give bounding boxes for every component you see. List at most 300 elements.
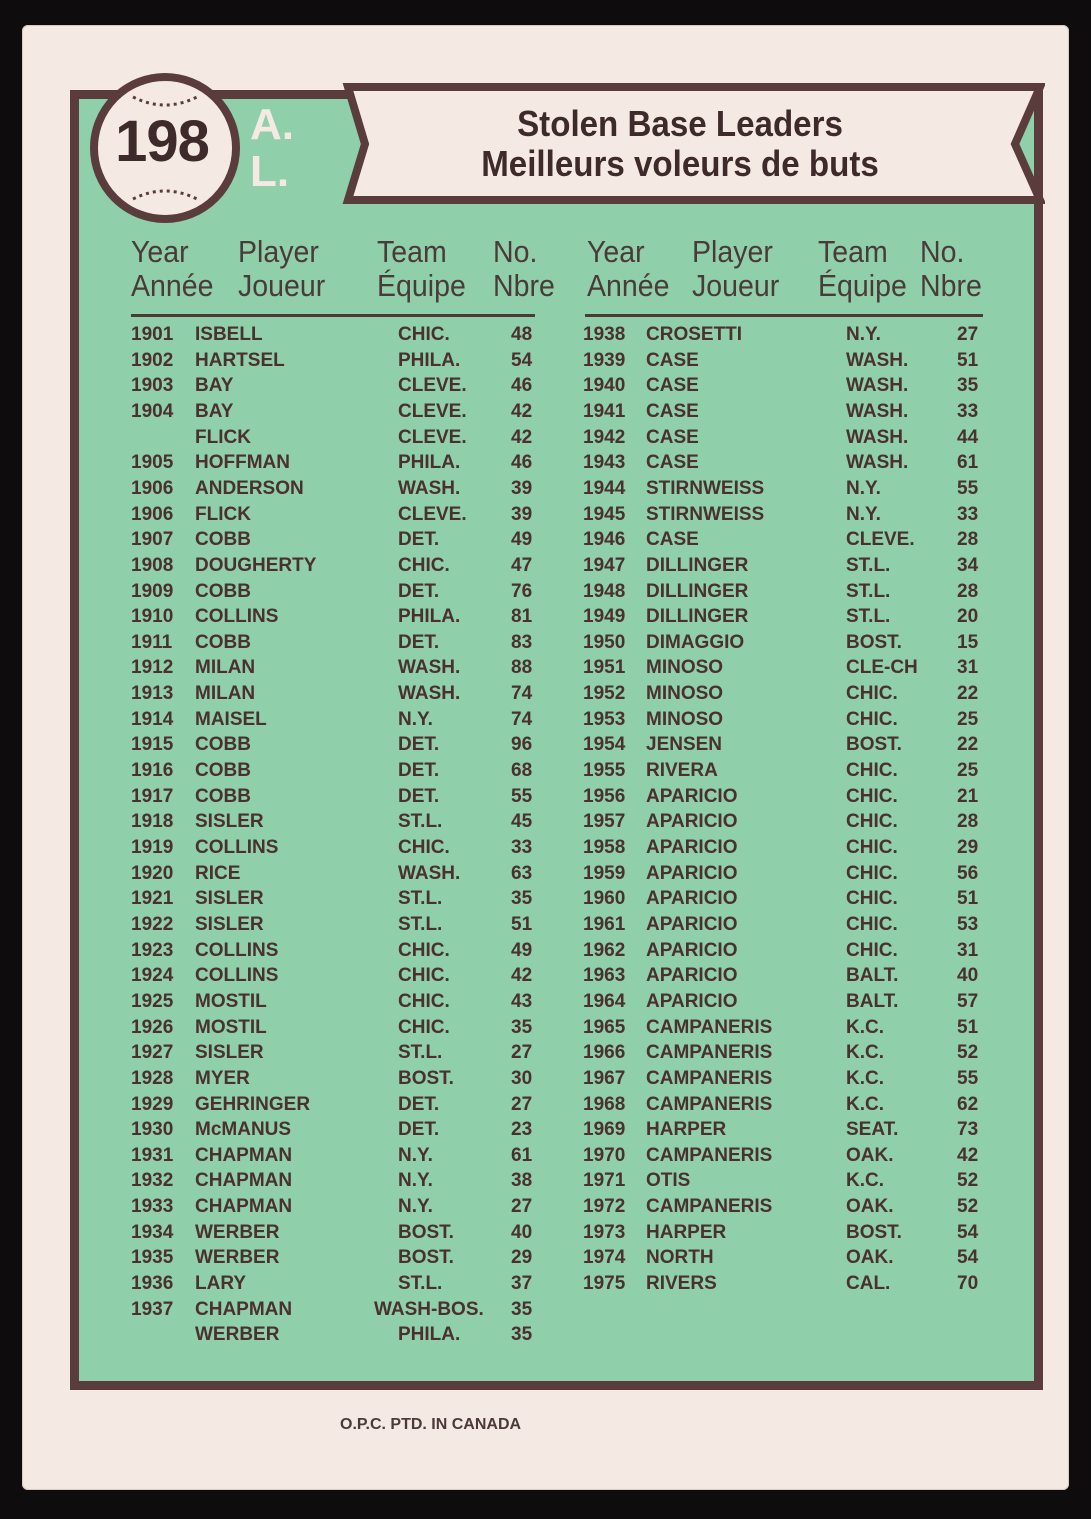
cell-no: 70: [957, 1273, 979, 1295]
cell-year: 1921: [131, 888, 174, 910]
cell-player: COBB: [195, 580, 251, 602]
header-team: Team: [377, 234, 447, 269]
cell-team: K.C.: [846, 1042, 884, 1064]
cell-year: 1910: [131, 606, 174, 628]
cell-no: 54: [957, 1221, 979, 1243]
cell-no: 28: [957, 529, 979, 551]
cell-player: APARICIO: [646, 990, 738, 1012]
cell-year: 1936: [131, 1273, 174, 1295]
cell-year: 1961: [583, 913, 626, 935]
cell-player: MINOSO: [646, 683, 724, 705]
cell-player: COLLINS: [195, 939, 279, 961]
cell-no: 74: [511, 708, 533, 730]
cell-year: 1917: [131, 785, 174, 807]
cell-year: 1947: [583, 554, 626, 576]
cell-no: 28: [957, 811, 979, 833]
cell-team: ST.L.: [846, 554, 891, 576]
cell-year: 1941: [583, 400, 626, 422]
cell-team: ST.L.: [398, 1042, 443, 1064]
cell-year: 1926: [131, 1016, 174, 1038]
cell-year: 1923: [131, 939, 174, 961]
cell-team: CHIC.: [398, 990, 450, 1012]
printer-credit: O.P.C. PTD. IN CANADA: [340, 1416, 522, 1433]
cell-year: 1949: [583, 606, 626, 628]
cell-team: WASH.: [398, 683, 461, 705]
cell-year: 1935: [131, 1247, 174, 1269]
cell-year: 1927: [131, 1042, 174, 1064]
cell-team: DET.: [398, 785, 440, 807]
header-annee: Année: [131, 268, 214, 303]
cell-no: 27: [511, 1196, 533, 1218]
cell-no: 62: [957, 1093, 979, 1115]
cell-player: CAMPANERIS: [646, 1196, 773, 1218]
cell-year: 1914: [131, 708, 174, 730]
cell-team: CHIC.: [846, 708, 898, 730]
cell-year: 1931: [131, 1144, 174, 1166]
cell-year: 1909: [131, 580, 174, 602]
cell-player: WERBER: [195, 1221, 280, 1243]
cell-player: MYER: [195, 1067, 250, 1089]
cell-team: DET.: [398, 529, 440, 551]
cell-no: 44: [957, 426, 979, 448]
cell-no: 46: [511, 375, 533, 397]
cell-no: 42: [957, 1144, 979, 1166]
cell-year: 1963: [583, 965, 626, 987]
cell-team: N.Y.: [398, 708, 433, 730]
cell-player: WERBER: [195, 1324, 280, 1346]
cell-player: COLLINS: [195, 606, 279, 628]
cell-team: BOST.: [846, 734, 902, 756]
cell-no: 22: [957, 683, 979, 705]
cell-team: CHIC.: [398, 554, 450, 576]
cell-player: McMANUS: [195, 1119, 292, 1141]
cell-team: K.C.: [846, 1016, 884, 1038]
cell-year: 1958: [583, 837, 626, 858]
cell-player: OTIS: [646, 1170, 691, 1192]
cell-no: 54: [511, 349, 533, 371]
cell-team: BOST.: [846, 1221, 902, 1243]
cell-team: BALT.: [846, 965, 899, 987]
cell-player: HOFFMAN: [195, 452, 290, 474]
cell-no: 25: [957, 708, 979, 730]
cell-player: ANDERSON: [195, 477, 304, 499]
cell-team: OAK.: [846, 1196, 894, 1218]
cell-team: CHIC.: [846, 862, 898, 884]
cell-year: 1974: [583, 1247, 626, 1269]
cell-team: CHIC.: [846, 811, 898, 833]
cell-no: 35: [511, 1016, 533, 1038]
cell-player: CHAPMAN: [195, 1196, 293, 1218]
header-year-right: Year: [587, 234, 645, 269]
cell-player: APARICIO: [646, 837, 738, 858]
cell-year: 1952: [583, 683, 626, 705]
cell-no: 34: [957, 554, 979, 576]
cell-team: N.Y.: [398, 1170, 433, 1192]
cell-team: ST.L.: [398, 811, 443, 833]
cell-player: BAY: [195, 375, 234, 397]
cell-player: CAMPANERIS: [646, 1016, 773, 1038]
cell-player: DILLINGER: [646, 606, 749, 628]
cell-year: 1957: [583, 811, 626, 833]
cell-year: 1907: [131, 529, 174, 551]
cell-player: HARPER: [646, 1119, 727, 1141]
cell-team: BOST.: [846, 631, 902, 653]
cell-no: 47: [511, 554, 533, 576]
cell-no: 63: [511, 862, 533, 884]
cell-year: 1967: [583, 1067, 626, 1089]
cell-no: 31: [957, 657, 979, 679]
cell-player: APARICIO: [646, 811, 738, 833]
cell-team: CHIC.: [846, 760, 898, 782]
cell-no: 39: [511, 477, 533, 499]
cell-player: RIVERA: [646, 760, 718, 782]
cell-team: DET.: [398, 631, 440, 653]
cell-no: 30: [511, 1067, 533, 1089]
cell-year: 1922: [131, 913, 174, 935]
cell-year: 1951: [583, 657, 626, 679]
cell-team: CHIC.: [846, 785, 898, 807]
cell-no: 35: [511, 888, 533, 910]
cell-player: RIVERS: [646, 1273, 717, 1295]
cell-team: ST.L.: [398, 888, 443, 910]
cell-team: BOST.: [398, 1067, 454, 1089]
cell-player: CASE: [646, 426, 699, 448]
cell-team: WASH.: [398, 657, 461, 679]
cell-year: 1901: [131, 324, 174, 345]
cell-player: HARPER: [646, 1221, 727, 1243]
cell-player: ISBELL: [195, 324, 263, 345]
cell-no: 42: [511, 400, 533, 422]
cell-team: N.Y.: [846, 477, 881, 499]
cell-player: COBB: [195, 734, 251, 756]
cell-team: WASH.: [846, 400, 909, 422]
cell-team: K.C.: [846, 1067, 884, 1089]
cell-team: N.Y.: [846, 503, 881, 525]
card-number: 198: [115, 109, 209, 174]
cell-player: DILLINGER: [646, 580, 749, 602]
cell-team: CHIC.: [846, 683, 898, 705]
cell-year: 1932: [131, 1170, 174, 1192]
cell-year: 1965: [583, 1016, 626, 1038]
cell-year: 1946: [583, 529, 626, 551]
cell-team: CHIC.: [398, 939, 450, 961]
cell-team: BOST.: [398, 1247, 454, 1269]
title-french: Meilleurs voleurs de buts: [481, 143, 879, 184]
cell-year: 1970: [583, 1144, 626, 1166]
cell-no: 46: [511, 452, 533, 474]
cell-player: FLICK: [195, 503, 251, 525]
cell-year: 1933: [131, 1196, 174, 1218]
title-english: Stolen Base Leaders: [517, 103, 843, 144]
cell-no: 20: [957, 606, 979, 628]
cell-no: 21: [957, 785, 979, 807]
cell-no: 35: [511, 1298, 533, 1320]
cell-team: WASH.: [846, 349, 909, 371]
cell-team: CHIC.: [846, 888, 898, 910]
cell-player: SISLER: [195, 1042, 264, 1064]
cell-team: CLE-CH: [846, 657, 918, 679]
cell-team: WASH.: [846, 426, 909, 448]
cell-no: 51: [957, 349, 979, 371]
cell-player: CHAPMAN: [195, 1298, 293, 1320]
cell-player: GEHRINGER: [195, 1093, 311, 1115]
cell-player: CASE: [646, 529, 699, 551]
cell-team: ST.L.: [398, 913, 443, 935]
header-joueur: Joueur: [238, 268, 326, 303]
header-no: No.: [493, 234, 538, 269]
cell-year: 1945: [583, 503, 626, 525]
cell-no: 56: [957, 862, 979, 884]
cell-no: 35: [511, 1324, 533, 1346]
cell-year: 1960: [583, 888, 626, 910]
cell-player: MILAN: [195, 683, 256, 705]
cell-year: 1924: [131, 965, 174, 987]
cell-team: K.C.: [846, 1093, 884, 1115]
cell-player: LARY: [195, 1273, 247, 1295]
cell-no: 55: [957, 477, 979, 499]
cell-player: STIRNWEISS: [646, 477, 765, 499]
header-equipe-right: Équipe: [818, 268, 907, 303]
header-player-right: Player: [692, 234, 773, 269]
cell-player: NORTH: [646, 1247, 714, 1269]
cell-no: 55: [957, 1067, 979, 1089]
cell-no: 57: [957, 990, 979, 1012]
cell-player: APARICIO: [646, 913, 738, 935]
cell-team: CHIC.: [846, 837, 898, 858]
cell-year: 1928: [131, 1067, 174, 1089]
cell-team: CHIC.: [846, 913, 898, 935]
cell-year: 1972: [583, 1196, 626, 1218]
cell-no: 27: [957, 324, 979, 345]
cell-year: 1969: [583, 1119, 626, 1141]
cell-year: 1962: [583, 939, 626, 961]
cell-team: WASH.: [398, 477, 461, 499]
cell-no: 15: [957, 631, 979, 653]
cell-no: 27: [511, 1093, 533, 1115]
cell-year: 1911: [131, 631, 173, 653]
cell-no: 29: [957, 837, 979, 858]
cell-team: WASH.: [846, 375, 909, 397]
cell-team: DET.: [398, 760, 440, 782]
cell-team: DET.: [398, 1093, 440, 1115]
cell-year: 1956: [583, 785, 626, 807]
cell-no: 48: [511, 324, 533, 345]
cell-year: 1913: [131, 683, 174, 705]
cell-team: BALT.: [846, 990, 899, 1012]
cell-year: 1916: [131, 760, 174, 782]
cell-team: WASH.: [398, 862, 461, 884]
cell-no: 49: [511, 939, 533, 961]
cell-team: CHIC.: [398, 1016, 450, 1038]
cell-year: 1950: [583, 631, 626, 653]
cell-team: N.Y.: [398, 1196, 433, 1218]
cell-team: PHILA.: [398, 349, 461, 371]
cell-year: 1938: [583, 324, 626, 345]
cell-year: 1918: [131, 811, 174, 833]
header-equipe: Équipe: [377, 268, 466, 303]
cell-player: MAISEL: [195, 708, 267, 730]
cell-year: 1934: [131, 1221, 174, 1243]
cell-team: CLEVE.: [846, 529, 915, 551]
cell-year: 1971: [583, 1170, 626, 1192]
cell-year: 1930: [131, 1119, 174, 1141]
cell-team: DET.: [398, 734, 440, 756]
cell-year: 1908: [131, 554, 174, 576]
header-no-right: No.: [920, 234, 965, 269]
cell-team: CLEVE.: [398, 426, 467, 448]
cell-player: RICE: [195, 862, 241, 884]
cell-no: 53: [957, 913, 979, 935]
cell-no: 40: [957, 965, 979, 987]
cell-year: 1929: [131, 1093, 174, 1115]
cell-team: DET.: [398, 580, 440, 602]
cell-player: SISLER: [195, 888, 264, 910]
cell-player: COBB: [195, 760, 251, 782]
cell-year: 1920: [131, 862, 174, 884]
cell-year: 1964: [583, 990, 626, 1012]
cell-team: CLEVE.: [398, 400, 467, 422]
cell-team: CAL.: [846, 1273, 891, 1295]
cell-player: COLLINS: [195, 837, 279, 858]
cell-player: BAY: [195, 400, 234, 422]
header-year: Year: [131, 234, 189, 269]
cell-team: DET.: [398, 1119, 440, 1141]
cell-year: 1903: [131, 375, 174, 397]
cell-player: CHAPMAN: [195, 1170, 293, 1192]
cell-player: CAMPANERIS: [646, 1067, 773, 1089]
cell-no: 33: [957, 503, 979, 525]
cell-year: 1954: [583, 734, 626, 756]
cell-no: 76: [511, 580, 533, 602]
cell-team: BOST.: [398, 1221, 454, 1243]
header-team-right: Team: [818, 234, 888, 269]
cell-no: 29: [511, 1247, 533, 1269]
cell-no: 49: [511, 529, 533, 551]
league-label-l: L.: [250, 147, 290, 196]
cell-player: CHAPMAN: [195, 1144, 293, 1166]
cell-year: 1940: [583, 375, 626, 397]
cell-year: 1904: [131, 400, 174, 422]
cell-player: CASE: [646, 452, 699, 474]
cell-team: PHILA.: [398, 452, 461, 474]
cell-no: 61: [957, 452, 979, 474]
cell-no: 51: [511, 913, 533, 935]
cell-player: CROSETTI: [646, 324, 743, 345]
cell-no: 52: [957, 1042, 979, 1064]
header-joueur-right: Joueur: [692, 268, 780, 303]
cell-team: ST.L.: [846, 606, 891, 628]
cell-year: 1905: [131, 452, 174, 474]
cell-no: 54: [957, 1247, 979, 1269]
cell-no: 38: [511, 1170, 533, 1192]
cell-player: MINOSO: [646, 657, 724, 679]
cell-player: APARICIO: [646, 965, 738, 987]
cell-player: MOSTIL: [195, 990, 267, 1012]
cell-year: 1937: [131, 1298, 174, 1320]
cell-no: 37: [511, 1273, 533, 1295]
cell-team: ST.L.: [398, 1273, 443, 1295]
cell-player: COBB: [195, 785, 251, 807]
cell-team: K.C.: [846, 1170, 884, 1192]
cell-player: APARICIO: [646, 785, 738, 807]
cell-no: 51: [957, 1016, 979, 1038]
cell-no: 35: [957, 375, 979, 397]
cell-no: 88: [511, 657, 533, 679]
cell-year: 1942: [583, 426, 626, 448]
cell-no: 51: [957, 888, 979, 910]
cell-year: 1955: [583, 760, 626, 782]
cell-player: APARICIO: [646, 862, 738, 884]
cell-team: ST.L.: [846, 580, 891, 602]
cell-team: WASH-BOS.: [374, 1298, 484, 1320]
cell-player: DILLINGER: [646, 554, 749, 576]
cell-no: 42: [511, 965, 533, 987]
cell-player: JENSEN: [646, 734, 723, 756]
cell-player: COBB: [195, 529, 251, 551]
header-annee-right: Année: [587, 268, 670, 303]
cell-player: HARTSEL: [195, 349, 285, 371]
cell-player: CASE: [646, 400, 699, 422]
cell-year: 1973: [583, 1221, 626, 1243]
cell-player: DOUGHERTY: [195, 554, 317, 576]
cell-no: 73: [957, 1119, 979, 1141]
cell-team: PHILA.: [398, 606, 461, 628]
cell-player: SISLER: [195, 913, 264, 935]
cell-year: 1915: [131, 734, 174, 756]
cell-team: OAK.: [846, 1144, 894, 1166]
cell-year: 1953: [583, 708, 626, 730]
cell-player: STIRNWEISS: [646, 503, 765, 525]
cell-no: 25: [957, 760, 979, 782]
cell-year: 1925: [131, 990, 174, 1012]
cell-team: OAK.: [846, 1247, 894, 1269]
cell-player: MINOSO: [646, 708, 724, 730]
cell-no: 28: [957, 580, 979, 602]
cell-no: 81: [511, 606, 533, 628]
cell-team: CLEVE.: [398, 375, 467, 397]
cell-team: CLEVE.: [398, 503, 467, 525]
cell-player: MOSTIL: [195, 1016, 267, 1038]
header-rule-left: [131, 314, 535, 317]
header-nbre: Nbre: [493, 268, 555, 303]
cell-no: 43: [511, 990, 533, 1012]
cell-year: 1906: [131, 503, 174, 525]
header-nbre-right: Nbre: [920, 268, 982, 303]
cell-no: 52: [957, 1196, 979, 1218]
cell-team: WASH.: [846, 452, 909, 474]
cell-no: 45: [511, 811, 533, 833]
cell-player: APARICIO: [646, 888, 738, 910]
header-player: Player: [238, 234, 319, 269]
cell-team: PHILA.: [398, 1324, 461, 1346]
cell-year: 1966: [583, 1042, 626, 1064]
cell-player: CASE: [646, 375, 699, 397]
cell-year: 1919: [131, 837, 174, 858]
cell-no: 74: [511, 683, 533, 705]
cell-no: 52: [957, 1170, 979, 1192]
cell-no: 42: [511, 426, 533, 448]
cell-player: SISLER: [195, 811, 264, 833]
cell-team: SEAT.: [846, 1119, 899, 1141]
cell-no: 40: [511, 1221, 533, 1243]
cell-player: COBB: [195, 631, 251, 653]
cell-team: CHIC.: [398, 324, 450, 345]
cell-no: 33: [957, 400, 979, 422]
league-label-a: A.: [250, 100, 294, 149]
cell-year: 1959: [583, 862, 626, 884]
cell-player: MILAN: [195, 657, 256, 679]
cell-no: 22: [957, 734, 979, 756]
